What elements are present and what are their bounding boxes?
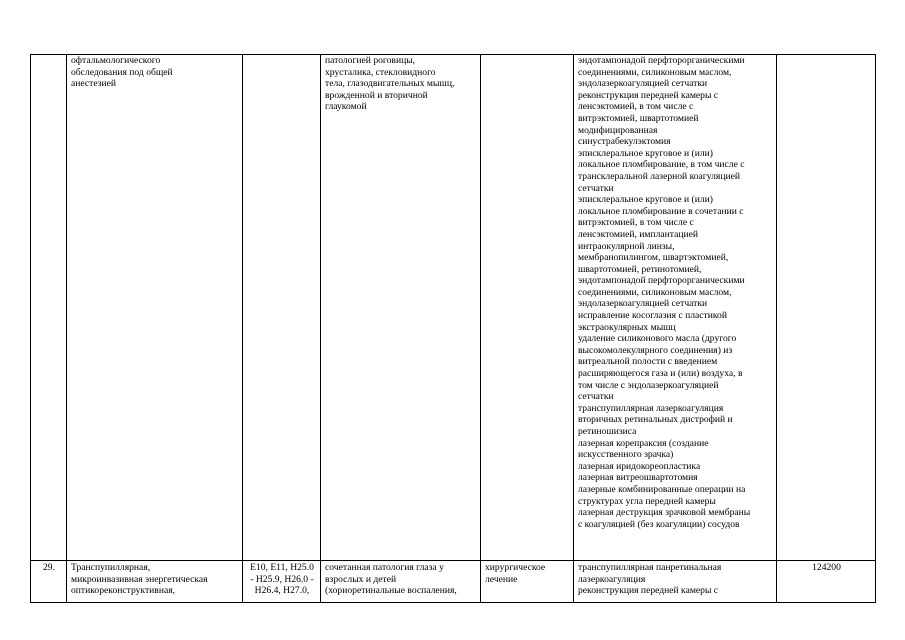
cell-text-line: удаление силиконового масла (другого [578, 333, 737, 345]
cell-text-line: ретиношизиса [578, 426, 637, 437]
cell-text-line: сетчатки [578, 182, 614, 194]
cell-text-line: лазерная иридокореопластика [578, 460, 701, 472]
cell-text-line: хрусталика, стекловидного [325, 66, 436, 78]
cell-text-line: транспупиллярная панретинальная [578, 562, 722, 573]
cell-text-line: лечение [485, 573, 518, 585]
cell-text-line: эндолазеркоагуляцией сетчатки [578, 78, 708, 90]
cell-text-line: эндотампонадой перфторорганическими [578, 55, 745, 66]
cell-text-line: врожденной и вторичной [325, 89, 428, 101]
cell-text-line: соединениями, силиконовым маслом, [578, 286, 732, 298]
cell-text-line: эписклеральное круговое и (или) [578, 147, 713, 159]
cell-text-line: Транспупиллярная, [71, 562, 151, 573]
price-cell [777, 55, 876, 561]
treatment-type-cell [481, 55, 574, 561]
patient-model-cell [321, 55, 481, 561]
cell-text-line: - H25.9, H26.0 - [250, 573, 314, 585]
cell-text-line: структурах угла передней камеры [578, 495, 716, 507]
cell-text-line: E10, E11, H25.0 [250, 562, 314, 573]
cell-text-line: сочетанная патология глаза у [325, 562, 444, 573]
cell-text-line: соединениями, силиконовым маслом, [578, 66, 732, 78]
cell-text-line: эписклеральное круговое и (или) [578, 194, 713, 206]
treatment-method-cell [574, 55, 777, 561]
cell-text-line: лазеркоагуляция [578, 573, 646, 585]
cell-text-line: взрослых и детей [325, 573, 397, 585]
cell-text-line: интраокулярной линзы, [578, 240, 675, 252]
cell-text-line: эндотампонадой перфторорганическими [578, 275, 745, 287]
diagnosis-codes-cell [243, 55, 321, 561]
cell-text-line: тела, глазодвигательных мышц, [325, 78, 455, 90]
medical-care-table [30, 54, 876, 603]
cell-text-line: искусственного зрачка) [578, 449, 674, 461]
cell-text-line: лазерные комбинированные операции на [578, 483, 746, 495]
cell-text-line: с коагуляцией (без коагуляции) сосудов [578, 518, 740, 530]
diagnosis-codes-cell [243, 561, 321, 603]
cell-text-line: оптикореконструктивная, [71, 585, 176, 597]
care-name-cell [67, 561, 243, 603]
cell-text-line: обследования под общей [71, 66, 173, 78]
cell-text-line: эндолазеркоагуляцией сетчатки [578, 298, 708, 310]
cell-text-line: исправление косоглазия с пластикой [578, 310, 727, 322]
cell-text-line: сетчатки [578, 391, 614, 403]
treatment-method-cell [574, 561, 777, 603]
cell-text-line: витреальной полости с введением [578, 356, 718, 368]
cell-text-line: офтальмологического [71, 55, 161, 66]
patient-model-cell [321, 561, 481, 603]
cell-text-line: трансклеральной лазерной коагуляцией [578, 170, 740, 182]
treatment-type-cell [481, 561, 574, 603]
cell-text-line: ленсэктомией, в том числе с [578, 101, 694, 113]
cell-text-line: швартотомией, ретинотомией, [578, 263, 702, 275]
cell-text-line: расширяющегося газа и (или) воздуха, в [578, 368, 743, 380]
cell-text-line: транспупиллярная лазеркоагуляция [578, 402, 724, 414]
cell-text-line: витрэктомией, швартотомией [578, 112, 699, 124]
cell-text-line: лазерная витреошвартотомия [578, 472, 698, 484]
cell-text-line: реконструкция передней камеры с [578, 585, 719, 597]
cell-text-line: H26.4, H27.0, [254, 585, 310, 597]
cell-text-line: хирургическое [485, 562, 546, 573]
cell-text-line: витрэктомией, в том числе с [578, 217, 694, 229]
cell-text-line: мембранопилингом, швартэктомией, [578, 252, 729, 264]
cell-text-line: реконструкция передней камеры с [578, 89, 719, 101]
cell-text-line: модифицированная [578, 124, 658, 136]
cell-text-line: локальное пломбирование в сочетании с [578, 205, 744, 217]
cell-text-line: патологией роговицы, [325, 55, 416, 66]
cell-text-line: высокомолекулярного соединения) из [578, 344, 733, 356]
cell-text-line: локальное пломбирование, в том числе с [578, 159, 745, 171]
cell-text-line: том числе с эндолазеркоагуляцией [578, 379, 719, 391]
row-number-cell [31, 55, 67, 561]
table-row [31, 561, 876, 603]
price-cell: 124200 [777, 561, 876, 603]
cell-text-line: лазерная деструкция зрачковой мембраны [578, 507, 751, 519]
cell-text-line: вторичных ретинальных дистрофий и [578, 414, 733, 426]
cell-text-line: ленсэктомией, имплантацией [578, 228, 699, 240]
cell-text-line: (хориоретинальные воспаления, [325, 585, 457, 597]
care-name-cell [67, 55, 243, 561]
table-row [31, 55, 876, 561]
cell-text-line: анестезией [71, 78, 117, 90]
cell-text-line: микроинвазивная энергетическая [71, 573, 208, 585]
row-number-cell: 29. [31, 561, 67, 603]
cell-text-line: синустрабекулэктомия [578, 136, 671, 148]
cell-text-line: лазерная корепраксия (создание [578, 437, 709, 449]
cell-text-line: глаукомой [325, 101, 367, 113]
cell-text-line: экстраокулярных мышц [578, 321, 676, 333]
